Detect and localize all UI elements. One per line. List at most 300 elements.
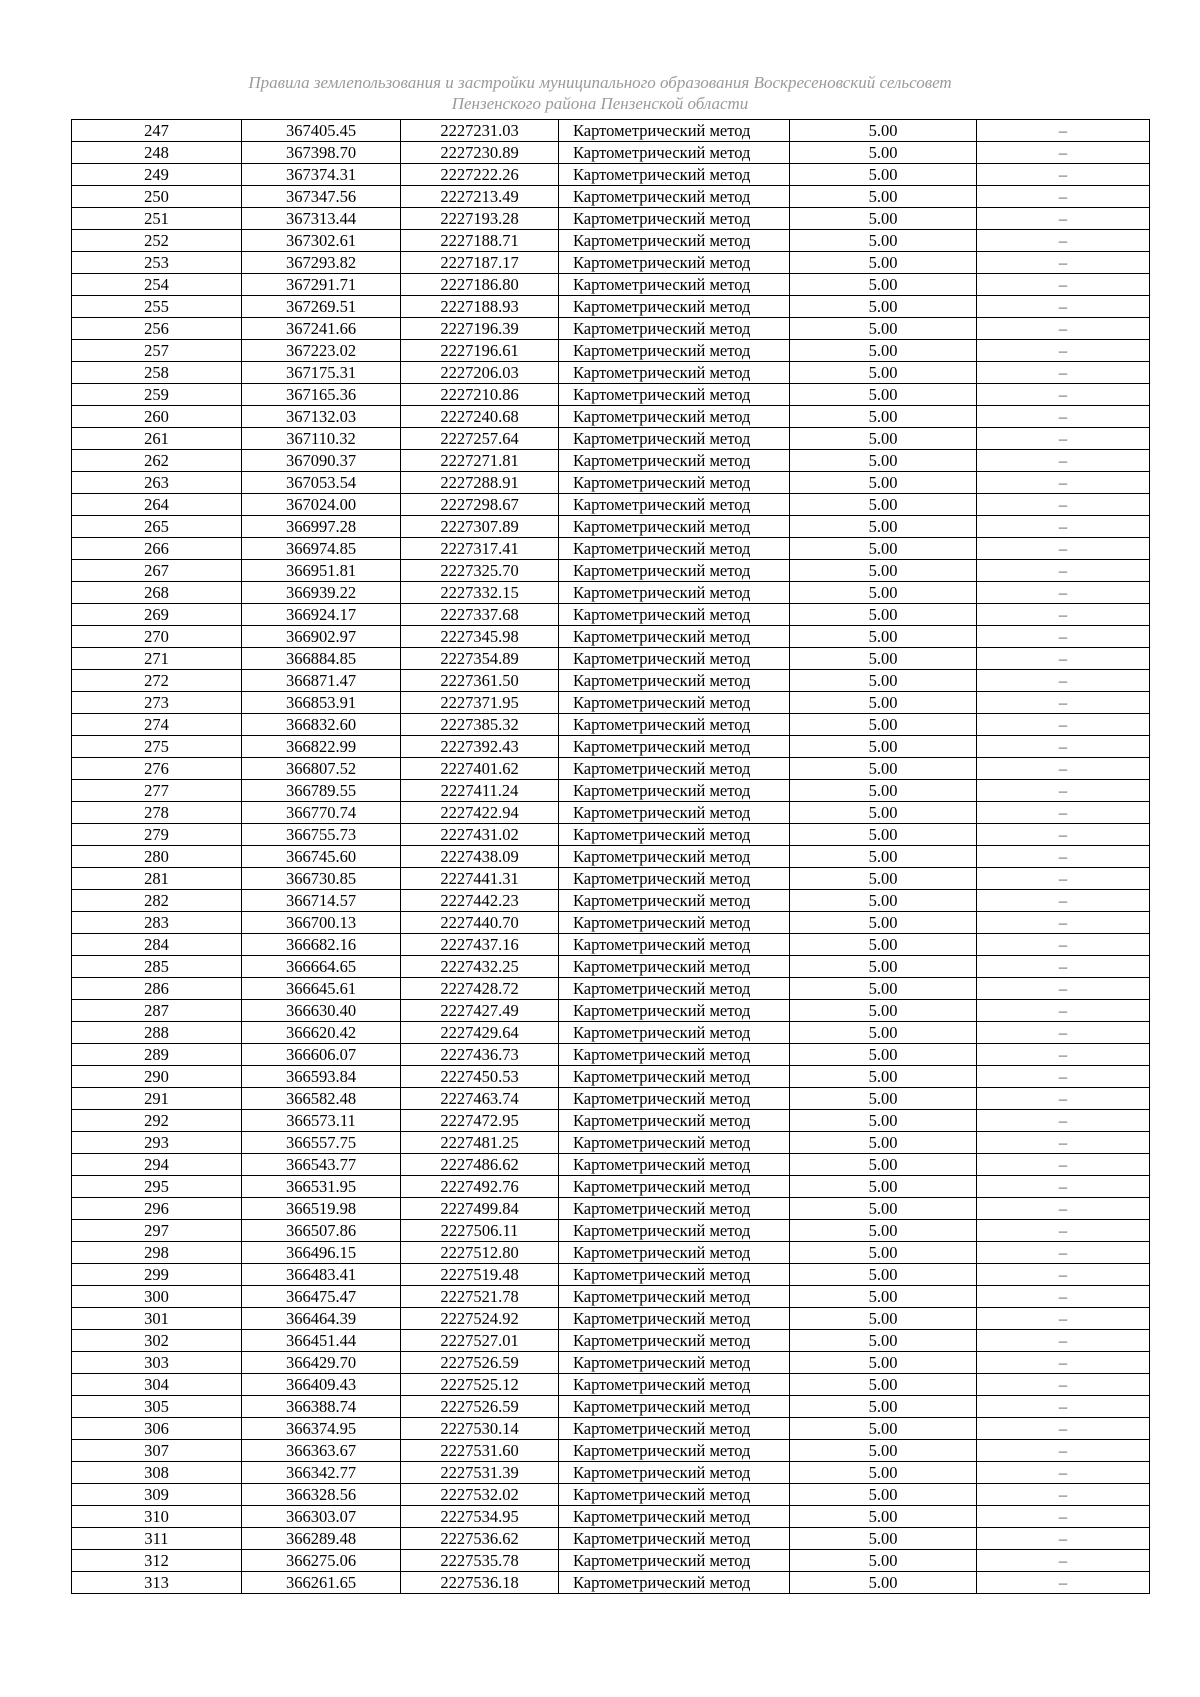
table-row xyxy=(72,1462,1150,1484)
cell-accuracy: 5.00 xyxy=(790,208,977,230)
cell-accuracy: 5.00 xyxy=(790,1198,977,1220)
table-row xyxy=(72,1550,1150,1572)
cell-coord-x: 366664.65 xyxy=(242,956,401,978)
cell-method: Картометрический метод xyxy=(559,1484,790,1506)
cell-note: – xyxy=(977,252,1150,274)
cell-accuracy: 5.00 xyxy=(790,538,977,560)
table-row xyxy=(72,758,1150,780)
table-row xyxy=(72,318,1150,340)
cell-coord-y: 2227536.62 xyxy=(401,1528,559,1550)
table-row xyxy=(72,1110,1150,1132)
cell-accuracy: 5.00 xyxy=(790,1044,977,1066)
cell-coord-y: 2227429.64 xyxy=(401,1022,559,1044)
cell-method: Картометрический метод xyxy=(559,626,790,648)
cell-coord-x: 366700.13 xyxy=(242,912,401,934)
cell-note: – xyxy=(977,1110,1150,1132)
cell-point-number: 291 xyxy=(72,1088,242,1110)
cell-note: – xyxy=(977,846,1150,868)
cell-note: – xyxy=(977,626,1150,648)
cell-note: – xyxy=(977,1484,1150,1506)
cell-method: Картометрический метод xyxy=(559,186,790,208)
cell-method: Картометрический метод xyxy=(559,274,790,296)
cell-coord-y: 2227271.81 xyxy=(401,450,559,472)
cell-method: Картометрический метод xyxy=(559,384,790,406)
cell-point-number: 267 xyxy=(72,560,242,582)
cell-coord-x: 366755.73 xyxy=(242,824,401,846)
cell-accuracy: 5.00 xyxy=(790,1352,977,1374)
cell-accuracy: 5.00 xyxy=(790,1550,977,1572)
cell-accuracy: 5.00 xyxy=(790,428,977,450)
cell-note: – xyxy=(977,560,1150,582)
cell-coord-x: 366593.84 xyxy=(242,1066,401,1088)
cell-point-number: 304 xyxy=(72,1374,242,1396)
cell-coord-x: 366939.22 xyxy=(242,582,401,604)
cell-coord-x: 366289.48 xyxy=(242,1528,401,1550)
cell-note: – xyxy=(977,1088,1150,1110)
table-row xyxy=(72,824,1150,846)
cell-coord-x: 366745.60 xyxy=(242,846,401,868)
cell-note: – xyxy=(977,296,1150,318)
cell-coord-y: 2227427.49 xyxy=(401,1000,559,1022)
cell-accuracy: 5.00 xyxy=(790,252,977,274)
table-row xyxy=(72,1440,1150,1462)
cell-coord-x: 366409.43 xyxy=(242,1374,401,1396)
cell-coord-y: 2227188.93 xyxy=(401,296,559,318)
cell-accuracy: 5.00 xyxy=(790,890,977,912)
table-row xyxy=(72,1484,1150,1506)
cell-point-number: 289 xyxy=(72,1044,242,1066)
table-row xyxy=(72,956,1150,978)
cell-coord-y: 2227524.92 xyxy=(401,1308,559,1330)
cell-method: Картометрический метод xyxy=(559,1418,790,1440)
cell-coord-y: 2227210.86 xyxy=(401,384,559,406)
cell-accuracy: 5.00 xyxy=(790,186,977,208)
cell-coord-x: 366770.74 xyxy=(242,802,401,824)
cell-method: Картометрический метод xyxy=(559,736,790,758)
cell-coord-x: 366582.48 xyxy=(242,1088,401,1110)
cell-coord-y: 2227193.28 xyxy=(401,208,559,230)
cell-coord-y: 2227257.64 xyxy=(401,428,559,450)
cell-method: Картометрический метод xyxy=(559,934,790,956)
cell-coord-x: 366464.39 xyxy=(242,1308,401,1330)
cell-method: Картометрический метод xyxy=(559,208,790,230)
cell-point-number: 256 xyxy=(72,318,242,340)
cell-method: Картометрический метод xyxy=(559,1044,790,1066)
cell-point-number: 264 xyxy=(72,494,242,516)
cell-accuracy: 5.00 xyxy=(790,450,977,472)
table-row xyxy=(72,1264,1150,1286)
cell-point-number: 263 xyxy=(72,472,242,494)
cell-method: Картометрический метод xyxy=(559,1462,790,1484)
cell-note: – xyxy=(977,384,1150,406)
cell-coord-y: 2227428.72 xyxy=(401,978,559,1000)
cell-coord-x: 367175.31 xyxy=(242,362,401,384)
cell-method: Картометрический метод xyxy=(559,1066,790,1088)
cell-coord-y: 2227463.74 xyxy=(401,1088,559,1110)
cell-coord-y: 2227385.32 xyxy=(401,714,559,736)
cell-coord-y: 2227354.89 xyxy=(401,648,559,670)
cell-accuracy: 5.00 xyxy=(790,670,977,692)
cell-coord-x: 367053.54 xyxy=(242,472,401,494)
cell-method: Картометрический метод xyxy=(559,1374,790,1396)
cell-point-number: 249 xyxy=(72,164,242,186)
cell-accuracy: 5.00 xyxy=(790,1176,977,1198)
cell-note: – xyxy=(977,494,1150,516)
cell-method: Картометрический метод xyxy=(559,494,790,516)
cell-accuracy: 5.00 xyxy=(790,1330,977,1352)
cell-coord-x: 366363.67 xyxy=(242,1440,401,1462)
cell-method: Картометрический метод xyxy=(559,1286,790,1308)
cell-note: – xyxy=(977,670,1150,692)
cell-point-number: 272 xyxy=(72,670,242,692)
cell-accuracy: 5.00 xyxy=(790,406,977,428)
cell-coord-x: 366507.86 xyxy=(242,1220,401,1242)
table-row xyxy=(72,1132,1150,1154)
cell-coord-y: 2227499.84 xyxy=(401,1198,559,1220)
cell-point-number: 284 xyxy=(72,934,242,956)
table-row xyxy=(72,1220,1150,1242)
cell-method: Картометрический метод xyxy=(559,802,790,824)
cell-point-number: 308 xyxy=(72,1462,242,1484)
cell-coord-x: 366807.52 xyxy=(242,758,401,780)
cell-coord-x: 366429.70 xyxy=(242,1352,401,1374)
cell-point-number: 280 xyxy=(72,846,242,868)
cell-point-number: 305 xyxy=(72,1396,242,1418)
cell-point-number: 311 xyxy=(72,1528,242,1550)
cell-accuracy: 5.00 xyxy=(790,978,977,1000)
cell-note: – xyxy=(977,1506,1150,1528)
cell-accuracy: 5.00 xyxy=(790,1572,977,1594)
table-row xyxy=(72,868,1150,890)
cell-accuracy: 5.00 xyxy=(790,626,977,648)
table-row xyxy=(72,780,1150,802)
cell-point-number: 290 xyxy=(72,1066,242,1088)
cell-method: Картометрический метод xyxy=(559,164,790,186)
cell-note: – xyxy=(977,736,1150,758)
cell-method: Картометрический метод xyxy=(559,406,790,428)
cell-coord-y: 2227526.59 xyxy=(401,1396,559,1418)
cell-point-number: 288 xyxy=(72,1022,242,1044)
cell-accuracy: 5.00 xyxy=(790,1242,977,1264)
cell-accuracy: 5.00 xyxy=(790,1528,977,1550)
table-row xyxy=(72,648,1150,670)
cell-accuracy: 5.00 xyxy=(790,714,977,736)
cell-accuracy: 5.00 xyxy=(790,516,977,538)
cell-note: – xyxy=(977,1308,1150,1330)
table-row xyxy=(72,340,1150,362)
cell-coord-x: 367269.51 xyxy=(242,296,401,318)
cell-accuracy: 5.00 xyxy=(790,1418,977,1440)
cell-coord-y: 2227196.39 xyxy=(401,318,559,340)
cell-accuracy: 5.00 xyxy=(790,824,977,846)
cell-note: – xyxy=(977,1044,1150,1066)
cell-coord-x: 366483.41 xyxy=(242,1264,401,1286)
cell-coord-x: 366275.06 xyxy=(242,1550,401,1572)
table-row xyxy=(72,890,1150,912)
cell-point-number: 248 xyxy=(72,142,242,164)
cell-point-number: 313 xyxy=(72,1572,242,1594)
cell-accuracy: 5.00 xyxy=(790,1088,977,1110)
cell-method: Картометрический метод xyxy=(559,296,790,318)
cell-note: – xyxy=(977,1132,1150,1154)
cell-coord-y: 2227206.03 xyxy=(401,362,559,384)
cell-accuracy: 5.00 xyxy=(790,780,977,802)
cell-coord-y: 2227442.23 xyxy=(401,890,559,912)
cell-method: Картометрический метод xyxy=(559,890,790,912)
table-row xyxy=(72,538,1150,560)
cell-point-number: 276 xyxy=(72,758,242,780)
cell-point-number: 247 xyxy=(72,120,242,142)
cell-point-number: 279 xyxy=(72,824,242,846)
cell-coord-x: 366630.40 xyxy=(242,1000,401,1022)
cell-method: Картометрический метод xyxy=(559,1528,790,1550)
cell-accuracy: 5.00 xyxy=(790,1484,977,1506)
cell-coord-x: 367398.70 xyxy=(242,142,401,164)
cell-method: Картометрический метод xyxy=(559,340,790,362)
cell-coord-y: 2227422.94 xyxy=(401,802,559,824)
cell-method: Картометрический метод xyxy=(559,1242,790,1264)
cell-coord-x: 366475.47 xyxy=(242,1286,401,1308)
cell-method: Картометрический метод xyxy=(559,318,790,340)
cell-accuracy: 5.00 xyxy=(790,934,977,956)
cell-accuracy: 5.00 xyxy=(790,274,977,296)
cell-coord-y: 2227512.80 xyxy=(401,1242,559,1264)
cell-method: Картометрический метод xyxy=(559,120,790,142)
cell-accuracy: 5.00 xyxy=(790,472,977,494)
cell-point-number: 250 xyxy=(72,186,242,208)
table-row xyxy=(72,1176,1150,1198)
cell-coord-x: 366974.85 xyxy=(242,538,401,560)
cell-note: – xyxy=(977,692,1150,714)
cell-method: Картометрический метод xyxy=(559,1440,790,1462)
cell-coord-x: 367024.00 xyxy=(242,494,401,516)
cell-coord-y: 2227534.95 xyxy=(401,1506,559,1528)
cell-coord-y: 2227188.71 xyxy=(401,230,559,252)
cell-method: Картометрический метод xyxy=(559,1352,790,1374)
cell-point-number: 271 xyxy=(72,648,242,670)
cell-coord-x: 366902.97 xyxy=(242,626,401,648)
cell-coord-x: 366620.42 xyxy=(242,1022,401,1044)
cell-point-number: 312 xyxy=(72,1550,242,1572)
cell-point-number: 294 xyxy=(72,1154,242,1176)
cell-coord-x: 367110.32 xyxy=(242,428,401,450)
cell-note: – xyxy=(977,780,1150,802)
cell-point-number: 254 xyxy=(72,274,242,296)
cell-note: – xyxy=(977,956,1150,978)
cell-method: Картометрический метод xyxy=(559,670,790,692)
cell-coord-x: 366557.75 xyxy=(242,1132,401,1154)
cell-point-number: 296 xyxy=(72,1198,242,1220)
cell-coord-y: 2227472.95 xyxy=(401,1110,559,1132)
cell-method: Картометрический метод xyxy=(559,692,790,714)
cell-point-number: 253 xyxy=(72,252,242,274)
cell-note: – xyxy=(977,802,1150,824)
cell-note: – xyxy=(977,1000,1150,1022)
cell-point-number: 268 xyxy=(72,582,242,604)
cell-note: – xyxy=(977,582,1150,604)
cell-point-number: 286 xyxy=(72,978,242,1000)
cell-method: Картометрический метод xyxy=(559,1506,790,1528)
cell-accuracy: 5.00 xyxy=(790,1000,977,1022)
table-row xyxy=(72,912,1150,934)
cell-point-number: 293 xyxy=(72,1132,242,1154)
cell-coord-x: 366682.16 xyxy=(242,934,401,956)
cell-coord-x: 367405.45 xyxy=(242,120,401,142)
cell-accuracy: 5.00 xyxy=(790,1066,977,1088)
cell-point-number: 266 xyxy=(72,538,242,560)
cell-coord-x: 366714.57 xyxy=(242,890,401,912)
coordinates-table xyxy=(71,119,1150,1594)
cell-coord-y: 2227230.89 xyxy=(401,142,559,164)
cell-method: Картометрический метод xyxy=(559,1088,790,1110)
cell-coord-y: 2227345.98 xyxy=(401,626,559,648)
cell-method: Картометрический метод xyxy=(559,956,790,978)
cell-note: – xyxy=(977,1066,1150,1088)
table-row xyxy=(72,934,1150,956)
cell-coord-y: 2227526.59 xyxy=(401,1352,559,1374)
cell-point-number: 273 xyxy=(72,692,242,714)
cell-note: – xyxy=(977,868,1150,890)
cell-method: Картометрический метод xyxy=(559,846,790,868)
cell-coord-x: 366543.77 xyxy=(242,1154,401,1176)
cell-coord-y: 2227432.25 xyxy=(401,956,559,978)
cell-method: Картометрический метод xyxy=(559,978,790,1000)
table-row xyxy=(72,626,1150,648)
header-line-1: Правила землепользования и застройки муниципального образования Воскресеновский сельсовет xyxy=(248,73,952,92)
cell-point-number: 309 xyxy=(72,1484,242,1506)
cell-coord-y: 2227525.12 xyxy=(401,1374,559,1396)
cell-accuracy: 5.00 xyxy=(790,340,977,362)
cell-coord-y: 2227530.14 xyxy=(401,1418,559,1440)
cell-point-number: 307 xyxy=(72,1440,242,1462)
cell-coord-y: 2227521.78 xyxy=(401,1286,559,1308)
cell-note: – xyxy=(977,824,1150,846)
cell-coord-y: 2227492.76 xyxy=(401,1176,559,1198)
cell-accuracy: 5.00 xyxy=(790,802,977,824)
cell-accuracy: 5.00 xyxy=(790,1374,977,1396)
cell-note: – xyxy=(977,428,1150,450)
cell-coord-y: 2227231.03 xyxy=(401,120,559,142)
table-row xyxy=(72,164,1150,186)
cell-point-number: 265 xyxy=(72,516,242,538)
table-row xyxy=(72,472,1150,494)
cell-point-number: 258 xyxy=(72,362,242,384)
cell-coord-y: 2227535.78 xyxy=(401,1550,559,1572)
cell-accuracy: 5.00 xyxy=(790,1506,977,1528)
cell-method: Картометрический метод xyxy=(559,758,790,780)
cell-note: – xyxy=(977,142,1150,164)
cell-note: – xyxy=(977,1220,1150,1242)
cell-coord-y: 2227332.15 xyxy=(401,582,559,604)
cell-accuracy: 5.00 xyxy=(790,1220,977,1242)
cell-note: – xyxy=(977,978,1150,1000)
cell-method: Картометрический метод xyxy=(559,1110,790,1132)
cell-note: – xyxy=(977,1418,1150,1440)
cell-coord-y: 2227186.80 xyxy=(401,274,559,296)
table-row xyxy=(72,1066,1150,1088)
cell-accuracy: 5.00 xyxy=(790,230,977,252)
cell-method: Картометрический метод xyxy=(559,230,790,252)
cell-accuracy: 5.00 xyxy=(790,318,977,340)
cell-coord-x: 366997.28 xyxy=(242,516,401,538)
cell-note: – xyxy=(977,406,1150,428)
cell-note: – xyxy=(977,1198,1150,1220)
cell-note: – xyxy=(977,1286,1150,1308)
table-row xyxy=(72,186,1150,208)
cell-note: – xyxy=(977,538,1150,560)
cell-note: – xyxy=(977,1528,1150,1550)
cell-method: Картометрический метод xyxy=(559,362,790,384)
header-line-2: Пензенского района Пензенской области xyxy=(451,94,749,113)
cell-coord-y: 2227325.70 xyxy=(401,560,559,582)
cell-method: Картометрический метод xyxy=(559,1198,790,1220)
cell-method: Картометрический метод xyxy=(559,714,790,736)
table-row xyxy=(72,252,1150,274)
cell-point-number: 301 xyxy=(72,1308,242,1330)
cell-point-number: 303 xyxy=(72,1352,242,1374)
cell-coord-y: 2227450.53 xyxy=(401,1066,559,1088)
cell-note: – xyxy=(977,472,1150,494)
table-row xyxy=(72,120,1150,142)
cell-method: Картометрический метод xyxy=(559,912,790,934)
cell-coord-y: 2227317.41 xyxy=(401,538,559,560)
cell-note: – xyxy=(977,1264,1150,1286)
cell-method: Картометрический метод xyxy=(559,582,790,604)
table-row xyxy=(72,428,1150,450)
cell-coord-y: 2227411.24 xyxy=(401,780,559,802)
cell-point-number: 285 xyxy=(72,956,242,978)
table-row xyxy=(72,1308,1150,1330)
cell-coord-y: 2227222.26 xyxy=(401,164,559,186)
cell-point-number: 255 xyxy=(72,296,242,318)
cell-coord-x: 366328.56 xyxy=(242,1484,401,1506)
cell-point-number: 287 xyxy=(72,1000,242,1022)
cell-note: – xyxy=(977,604,1150,626)
cell-method: Картометрический метод xyxy=(559,1176,790,1198)
cell-note: – xyxy=(977,1242,1150,1264)
table-row xyxy=(72,1396,1150,1418)
cell-coord-x: 366374.95 xyxy=(242,1418,401,1440)
cell-note: – xyxy=(977,1396,1150,1418)
cell-point-number: 292 xyxy=(72,1110,242,1132)
cell-coord-x: 366303.07 xyxy=(242,1506,401,1528)
cell-point-number: 259 xyxy=(72,384,242,406)
cell-method: Картометрический метод xyxy=(559,472,790,494)
cell-coord-y: 2227361.50 xyxy=(401,670,559,692)
cell-coord-x: 366871.47 xyxy=(242,670,401,692)
cell-method: Картометрический метод xyxy=(559,1154,790,1176)
cell-coord-y: 2227441.31 xyxy=(401,868,559,890)
table-row xyxy=(72,1352,1150,1374)
cell-method: Картометрический метод xyxy=(559,1022,790,1044)
cell-coord-x: 366496.15 xyxy=(242,1242,401,1264)
cell-method: Картометрический метод xyxy=(559,1572,790,1594)
cell-point-number: 252 xyxy=(72,230,242,252)
table-row xyxy=(72,1022,1150,1044)
cell-method: Картометрический метод xyxy=(559,538,790,560)
cell-coord-x: 367293.82 xyxy=(242,252,401,274)
cell-note: – xyxy=(977,274,1150,296)
cell-coord-y: 2227486.62 xyxy=(401,1154,559,1176)
cell-accuracy: 5.00 xyxy=(790,362,977,384)
table-row xyxy=(72,714,1150,736)
table-row xyxy=(72,1572,1150,1594)
table-row xyxy=(72,362,1150,384)
cell-point-number: 260 xyxy=(72,406,242,428)
cell-coord-x: 366822.99 xyxy=(242,736,401,758)
cell-coord-x: 366924.17 xyxy=(242,604,401,626)
cell-note: – xyxy=(977,230,1150,252)
